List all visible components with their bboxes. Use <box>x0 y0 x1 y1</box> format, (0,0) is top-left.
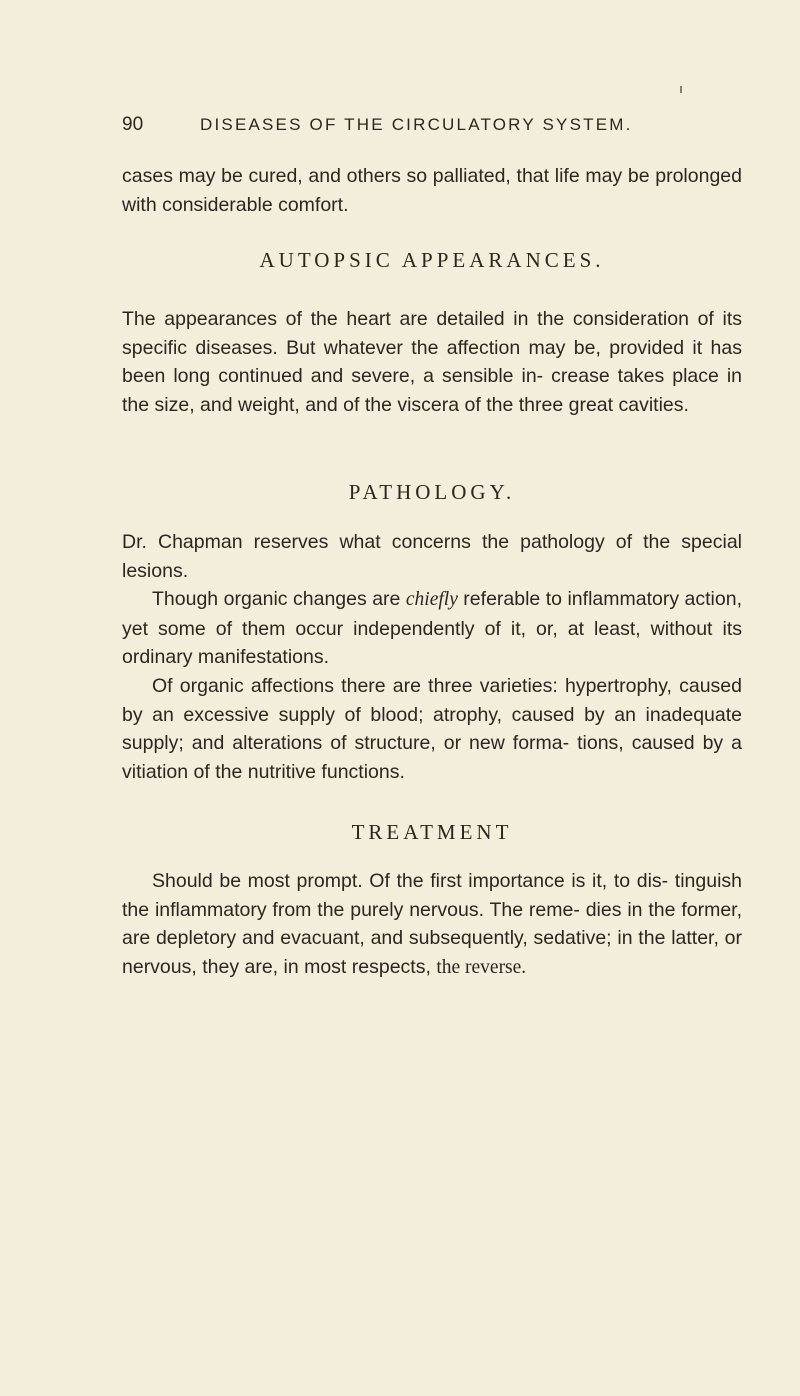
autopsic-paragraph: The appearances of the heart are detailed in the consideration of its specific diseases. But whatever the affection may be, provided it has been long continued and severe, a sensible in- crease takes place in the size, and weight, and of the viscera of the three great cavities. <box>122 308 742 416</box>
intro-paragraph: cases may be cured, and others so palliated, that life may be prolonged with considerable comfort. <box>122 165 742 216</box>
running-head <box>122 114 742 144</box>
page-number: 90 <box>122 114 144 135</box>
treatment-paragraph <box>122 867 742 982</box>
pathology-p2-after: referable to inflammatory action, yet some of them occur independently of it, or, at least, without its ordinary manifestations. <box>122 588 742 669</box>
heading-treatment: TREATMENT <box>351 820 513 844</box>
pathology-paragraph-3: Of organic affections there are three varieties: hypertrophy, caused by an excessive supply of blood; atrophy, caused by an inadequate supply; and alterations of structure, or new forma- tions, caused by a vitiation of the nutritive functions. <box>122 674 742 783</box>
running-title: DISEASES OF THE CIRCULATORY SYSTEM. <box>200 115 633 134</box>
pathology-paragraph-block <box>122 528 742 786</box>
pathology-paragraph-2 <box>122 585 742 672</box>
heading-autopsic-appearances: AUTOPSIC APPEARANCES. <box>259 248 605 272</box>
pathology-p2-before: Though organic changes are <box>152 588 406 611</box>
heading-pathology: PATHOLOGY. <box>348 480 516 504</box>
treatment-p1-main: Should be most prompt. Of the first importance is it, to dis- tinguish the inflammatory from the purely nervous. The reme- dies in the former, are depletory and evacuant, and subsequently, sedative; in the latter, or nervous, they are, in most respects, <box>122 870 742 978</box>
autopsic-paragraph-block <box>122 305 742 419</box>
treatment-p1-tail: the reverse. <box>436 956 527 978</box>
pathology-p2-italic: chiefly <box>405 589 458 611</box>
pathology-paragraph-1: Dr. Chapman reserves what concerns the pathology of the special lesions. <box>122 531 742 582</box>
intro-paragraph-block <box>122 162 742 219</box>
page-speck <box>680 86 682 93</box>
treatment-paragraph-block <box>122 867 742 982</box>
